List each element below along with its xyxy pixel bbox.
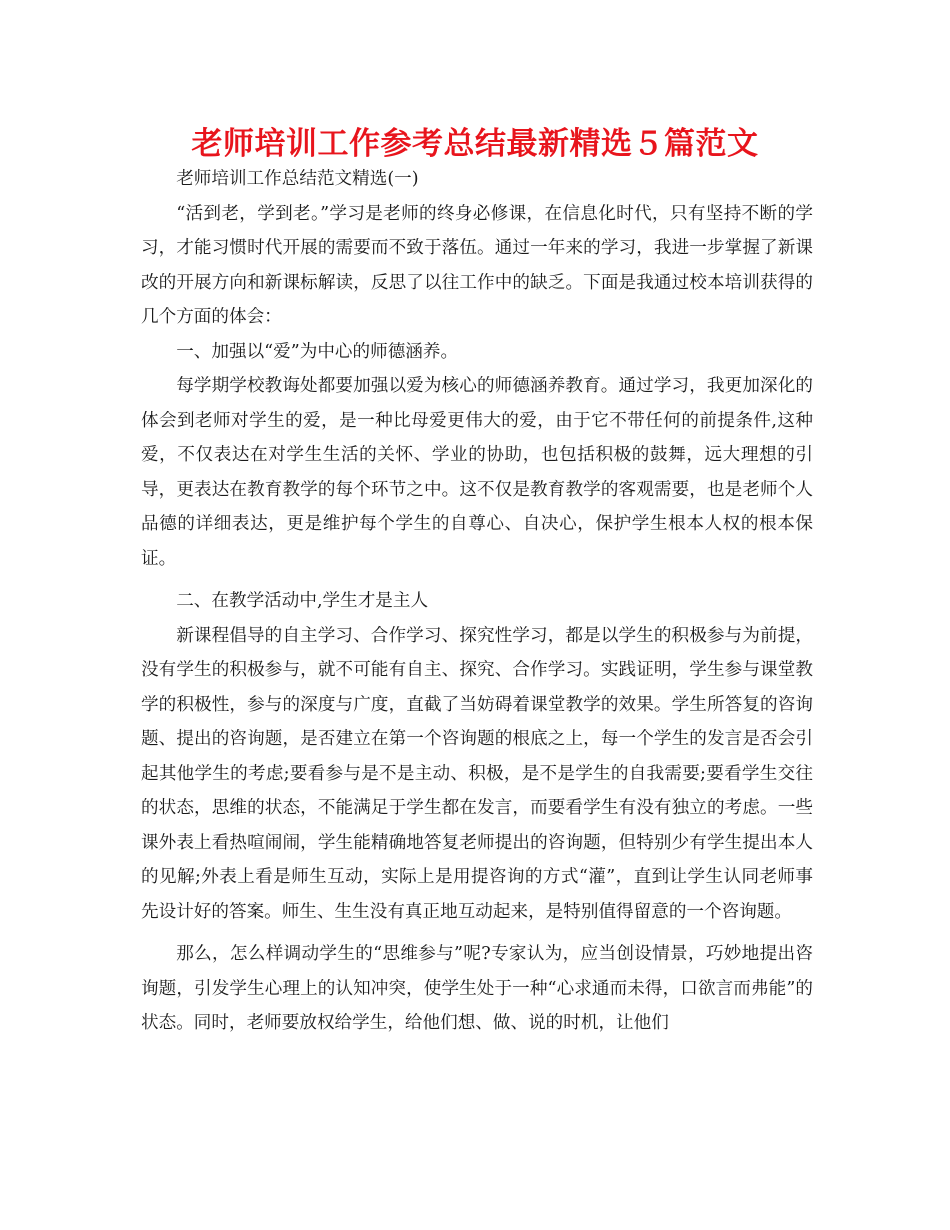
document-body [141, 162, 813, 1041]
paragraph-thinking: 那么，怎么样调动学生的“思维参与”呢?专家认为，应当创设情景，巧妙地提出咨询题，引发学生心理上的认知冲突，使学生处于一种“心求通而未得，口欲言而弗能”的状态。同时，老师要放权给学生，给他们想、做、说的时机，让他们 [141, 944, 813, 1033]
paragraph-love: 每学期学校教诲处都要加强以爱为核心的师德涵养教育。通过学习，我更加深化的体会到老师对学生的爱，是一种比母爱更伟大的爱，由于它不带任何的前提条件,这种爱，不仅表达在对学生生活的关怀、学业的协助，也包括积极的鼓舞，远大理想的引导，更表达在教育教学的每个环节之中。这不仅是教育教学的客观需要，也是老师个人品德的详细表达，更是维护每个学生的自尊心、自决心，保护学生根本人权的根本保证。 [141, 376, 813, 569]
paragraph-intro: “活到老，学到老。”学习是老师的终身必修课，在信息化时代，只有坚持不断的学习，才能习惯时代开展的需要而不致于落伍。通过一年来的学习，我进一步掌握了新课改的开展方向和新课标解读，反思了以往工作中的缺乏。下面是我通过校本培训获得的几个方面的体会： [141, 203, 813, 327]
section-point-1: 一、加强以“爱”为中心的师德涵养。 [176, 341, 459, 362]
paragraph-participation: 新课程倡导的自主学习、合作学习、探究性学习，都是以学生的积极参与为前提，没有学生的积极参与，就不可能有自主、探究、合作学习。实践证明，学生参与课堂教学的积极性，参与的深度与广度，直截了当妨碍着课堂教学的效果。学生所答复的咨询题、提出的咨询题，是否建立在第一个咨询题的根底之上，每一个学生的发言是否会引起其他学生的考虑;要看参与是不是主动、积极，是不是学生的自我需要;要看学生交往的状态，思维的状态，不能满足于学生都在发言，而要看学生有没有独立的考虑。一些课外表上看热喧闹闹，学生能精确地答复老师提出的咨询题，但特别少有学生提出本人的见解;外表上看是师生互动，实际上是用提咨询的方式“灌”，直到让学生认同老师事先设计好的答案。师生、生生没有真正地互动起来，是特别值得留意的一个咨询题。 [141, 625, 813, 922]
section-heading-1: 老师培训工作总结范文精选(一) [176, 169, 419, 189]
section-point-2: 二、在教学活动中,学生才是主人 [176, 591, 429, 611]
document-title: 老师培训工作参考总结最新精选５篇范文 [191, 126, 759, 162]
